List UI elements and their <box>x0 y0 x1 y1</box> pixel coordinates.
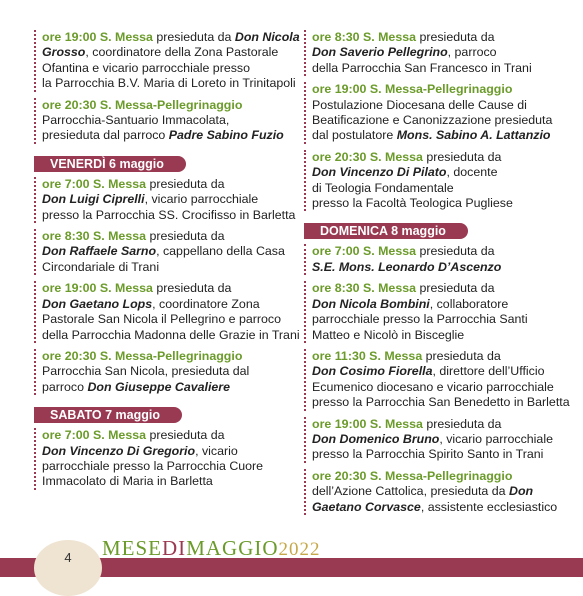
entry-line <box>42 61 284 76</box>
entry-line <box>312 181 562 196</box>
entry-line <box>312 82 562 97</box>
entry-line <box>312 349 562 364</box>
schedule-entry <box>34 281 300 343</box>
schedule-entry <box>304 82 562 144</box>
page-number-badge <box>34 540 102 596</box>
entry-line <box>312 196 562 211</box>
footer-title-year: 2022 <box>278 539 321 560</box>
celebrant-name: Don Raffaele Sarno <box>42 244 157 259</box>
mass-time: ore 20:30 S. Messa-Pellegrinaggio <box>42 348 243 363</box>
footer-title-di: DI <box>162 536 187 560</box>
entry-text: presso la Parrocchia Spirito Santo in Trani <box>312 447 544 462</box>
entry-text: parrocchiale presso la Parrocchia Santi <box>312 312 528 327</box>
entry-text: presieduta dal parroco <box>42 128 169 143</box>
entry-text: , vicario parrocchiale <box>439 431 553 446</box>
entry-line <box>42 380 284 395</box>
entry-text: presieduta da <box>146 176 225 191</box>
entry-text: presso la Parrocchia SS. Crocifisso in Barletta <box>42 207 296 222</box>
day-header: DOMENICA 8 maggio <box>304 223 468 239</box>
mass-time: ore 8:30 S. Messa <box>312 30 417 44</box>
entry-text: presso la Parrocchia San Benedetto in Barletta <box>312 395 570 410</box>
celebrant-name: Grosso <box>42 45 86 60</box>
page-number: 4 <box>64 550 72 565</box>
entry-line <box>42 281 284 296</box>
entry-text: Parrocchia San Nicola, presieduta dal <box>42 364 250 379</box>
celebrant-name: S.E. Mons. Leonardo D’Ascenzo <box>312 259 502 274</box>
entry-text: , collaboratore <box>429 296 509 311</box>
celebrant-name: Don Domenico Bruno <box>312 431 440 446</box>
mass-time: ore 19:00 S. Messa-Pellegrinaggio <box>312 82 513 97</box>
mass-time: ore 7:00 S. Messa <box>42 176 147 191</box>
entry-line <box>312 469 562 484</box>
entry-line <box>42 428 284 443</box>
entry-line <box>42 474 284 489</box>
entry-line <box>42 128 284 143</box>
schedule-entry <box>34 229 284 275</box>
schedule-entry <box>34 349 284 395</box>
entry-line <box>42 444 284 459</box>
entry-text: presieduta da <box>146 428 225 443</box>
entry-line <box>42 113 284 128</box>
celebrant-name: Don Cosimo Fiorella <box>312 364 433 379</box>
entry-text: , coordinatore della Zona Pastorale <box>85 45 279 60</box>
schedule-entry <box>34 98 284 144</box>
entry-line <box>42 207 296 223</box>
entry-line <box>312 484 562 499</box>
right-column <box>304 30 570 521</box>
celebrant-name: Don Giuseppe Cavaliere <box>87 379 231 394</box>
entry-text: dell’Azione Cattolica, presieduta da <box>312 484 509 499</box>
entry-line <box>312 165 562 180</box>
footer-title-maggio: MAGGIO <box>186 536 279 560</box>
celebrant-name: Gaetano Corvasce <box>312 499 421 514</box>
celebrant-name: Don Vincenzo Di Pilato <box>312 165 447 180</box>
entry-text: della Parrocchia San Francesco in Trani <box>312 60 532 75</box>
entry-line <box>312 244 562 259</box>
entry-text: presieduta da <box>422 348 501 363</box>
entry-text: parroco <box>42 379 88 394</box>
entry-text: di Teologia Fondamentale <box>312 180 454 195</box>
entry-text: Circondariale di Trani <box>42 259 160 274</box>
mass-time: ore 8:30 S. Messa <box>42 229 147 244</box>
entry-line <box>42 76 296 91</box>
entry-line <box>312 45 562 60</box>
entry-text: , coordinatore Zona <box>152 296 260 311</box>
entry-line <box>42 177 284 192</box>
entry-line <box>312 364 562 379</box>
entry-text: presieduta da <box>152 281 232 296</box>
entry-line <box>312 150 562 165</box>
entry-text: presso la Facoltà Teologica Pugliese <box>312 196 513 211</box>
entry-line <box>312 260 562 275</box>
entry-line <box>312 328 562 343</box>
mass-time: ore 20:30 S. Messa <box>312 149 423 164</box>
entry-text: , parroco <box>447 45 497 60</box>
entry-line <box>312 128 562 143</box>
mass-time: ore 20:30 S. Messa-Pellegrinaggio <box>312 468 513 483</box>
day-header: VENERDÌ 6 maggio <box>34 156 186 172</box>
entry-text: parrocchiale presso la Parrocchia Cuore <box>42 458 264 473</box>
entry-line <box>42 244 284 259</box>
celebrant-name: Don <box>509 484 534 499</box>
entry-text: Beatificazione e Canonizzazione presieduta <box>312 113 553 128</box>
entry-line <box>312 447 562 462</box>
entry-line <box>42 459 284 474</box>
schedule-entry <box>304 244 562 275</box>
mass-time: ore 7:00 S. Messa <box>312 244 417 259</box>
entry-text: Matteo e Nicolò in Bisceglie <box>312 327 465 342</box>
celebrant-name: Don Saverio Pellegrino <box>312 45 448 60</box>
left-column <box>34 30 300 496</box>
schedule-entry <box>34 428 284 490</box>
entry-line <box>312 395 570 410</box>
celebrant-name: Mons. Sabino A. Lattanzio <box>396 128 551 143</box>
entry-line <box>312 30 562 45</box>
mass-time: ore 11:30 S. Messa <box>312 348 423 363</box>
footer-title <box>102 536 321 562</box>
entry-text: Ofantina e vicario parrocchiale presso <box>42 60 250 75</box>
mass-time: ore 7:00 S. Messa <box>42 428 147 443</box>
entry-text: presieduta da <box>146 229 225 244</box>
entry-line <box>312 98 562 113</box>
mass-time: ore 20:30 S. Messa-Pellegrinaggio <box>42 97 243 112</box>
entry-line <box>42 192 284 207</box>
entry-line <box>42 364 284 379</box>
entry-line <box>42 297 284 312</box>
entry-text: , docente <box>446 165 498 180</box>
entry-text: , direttore dell’Ufficio <box>432 364 545 379</box>
entry-line <box>42 260 284 275</box>
entry-line <box>42 327 300 343</box>
entry-text: Immacolato di Maria in Barletta <box>42 474 213 489</box>
entry-text: dal postulatore <box>312 128 397 143</box>
entry-line <box>42 30 300 45</box>
entry-text: presieduta da <box>416 281 495 296</box>
entry-line <box>42 349 284 364</box>
entry-text: Postulazione Diocesana delle Cause di <box>312 97 527 112</box>
entry-line <box>312 281 562 296</box>
schedule-entry <box>304 348 570 411</box>
entry-text: la Parrocchia B.V. Maria di Loreto in Trinitapoli <box>42 76 296 91</box>
entry-line <box>312 297 562 312</box>
entry-line <box>312 432 562 447</box>
entry-line <box>42 229 284 244</box>
entry-text: presieduta da <box>416 30 495 44</box>
entry-text: , cappellano della Casa <box>156 244 285 259</box>
celebrant-name: Don Nicola Bombini <box>312 296 430 311</box>
schedule-entry <box>304 469 562 515</box>
entry-text: , assistente ecclesiastico <box>420 499 558 514</box>
schedule-entry <box>34 176 296 223</box>
mass-time: ore 19:00 S. Messa <box>312 416 423 431</box>
entry-line <box>312 417 562 432</box>
entry-text: della Parrocchia Madonna delle Grazie in Trani <box>42 327 300 342</box>
entry-line <box>42 45 284 60</box>
celebrant-name: Don Vincenzo Di Gregorio <box>42 443 196 458</box>
entry-text: , vicario <box>195 443 238 458</box>
celebrant-name: Don Gaetano Lops <box>42 296 153 311</box>
entry-line <box>42 312 284 327</box>
celebrant-name: Padre Sabino Fuzio <box>168 128 284 143</box>
entry-text: Pastorale San Nicola il Pellegrino e parroco <box>42 312 281 327</box>
mass-time: ore 8:30 S. Messa <box>312 281 417 296</box>
celebrant-name: Don Luigi Ciprelli <box>42 192 145 207</box>
entry-line <box>312 61 562 76</box>
schedule-entry <box>304 417 562 463</box>
entry-text: presieduta da <box>416 244 495 259</box>
schedule-entry <box>304 281 562 343</box>
entry-line <box>312 113 562 128</box>
entry-text: presieduta da <box>422 416 502 431</box>
schedule-entry <box>34 30 300 92</box>
entry-line <box>42 98 284 113</box>
entry-text: presieduta da <box>422 149 502 164</box>
day-header: SABATO 7 maggio <box>34 407 182 423</box>
schedule-entry <box>304 150 562 212</box>
celebrant-name: Don Nicola <box>234 30 300 44</box>
entry-text: , vicario parrocchiale <box>144 192 259 207</box>
entry-line <box>312 500 562 515</box>
mass-time: ore 19:00 S. Messa <box>42 30 153 44</box>
entry-text: Parrocchia-Santuario Immacolata, <box>42 113 230 128</box>
entry-text: Ecumenico diocesano e vicario parrocchiale <box>312 379 554 394</box>
entry-line <box>312 312 562 327</box>
schedule-entry <box>304 30 562 76</box>
mass-time: ore 19:00 S. Messa <box>42 281 153 296</box>
entry-text: presieduta da <box>152 30 235 44</box>
footer-title-mese: MESE <box>102 536 163 560</box>
entry-line <box>312 380 562 395</box>
